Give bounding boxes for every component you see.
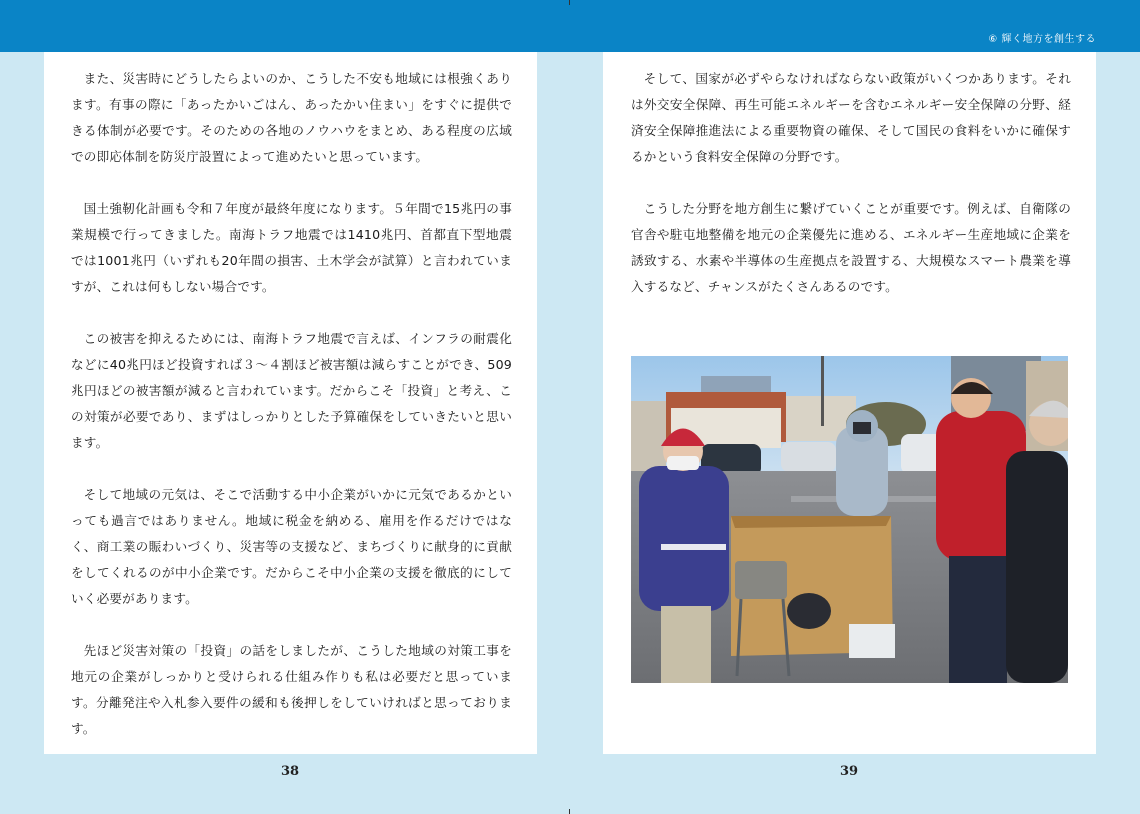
paragraph: この被害を抑えるためには、南海トラフ地震で言えば、インフラの耐震化などに40兆円ほど投資すれば３～４割ほど被害額は減らすことができ、509兆円ほどの被害額が減ると言われています。だからこそ「投資」と考え、この対策が必要であり、まずはしっかりとした予算確保をしていきたいと思います。: [71, 331, 512, 450]
paragraph: そして地域の元気は、そこで活動する中小企業がいかに元気であるかといっても過言ではありません。地域に税金を納める、雇用を作るだけではなく、商工業の賑わいづくり、災害等の支援など、まちづくりに献身的に貢献をしてくれるのが中小企業です。だからこそ中小企業の支援を徹底的にしていく必要があります。: [71, 487, 512, 606]
paragraph: こうした分野を地方創生に繋げていくことが重要です。例えば、自衛隊の官舎や駐屯地整備を地元の企業優先に進める、エネルギー生産地域に企業を誘致する、水素や半導体の生産拠点を設置する、大規模なスマート農業を導入するなど、チャンスがたくさんあるのです。: [631, 201, 1071, 294]
page-number-left: 38: [280, 764, 300, 779]
trim-mark-bottom: [569, 809, 570, 814]
page-right: [603, 52, 1096, 754]
paragraph: そして、国家が必ずやらなければならない政策がいくつかあります。それは外交安全保障、再生可能エネルギーを含むエネルギー安全保障の分野、経済安全保障推進法による重要物資の確保、そして国民の食料をいかに確保するかという食料安全保障の分野です。: [631, 71, 1071, 164]
paragraph: 先ほど災害対策の「投資」の話をしましたが、こうした地域の対策工事を地元の企業がしっかりと受けられる仕組み作りも私は必要だと思っています。分離発注や入札参入要件の緩和も後押しをしていければと思っております。: [71, 643, 512, 736]
trim-mark-top: [569, 0, 570, 5]
event-photo: [631, 356, 1068, 683]
paragraph: また、災害時にどうしたらよいのか、こうした不安も地域には根強くあります。有事の際に「あったかいごはん、あったかい住まい」をすぐに提供できる体制が必要です。そのための各地のノウハウをまとめ、ある程度の広域での即応体制を防災庁設置によって進めたいと思っています。: [71, 71, 512, 164]
page-left: [44, 52, 537, 754]
page-number-right: 39: [839, 764, 859, 779]
header-band: [0, 0, 1140, 52]
chapter-label: ⑥ 輝く地方を創生する: [988, 34, 1096, 45]
paragraph: 国土強靭化計画も令和７年度が最終年度になります。５年間で15兆円の事業規模で行ってきました。南海トラフ地震では1410兆円、首都直下型地震では1001兆円（いずれも20年間の損害、土木学会が試算）と言われていますが、これは何もしない場合です。: [71, 201, 512, 294]
